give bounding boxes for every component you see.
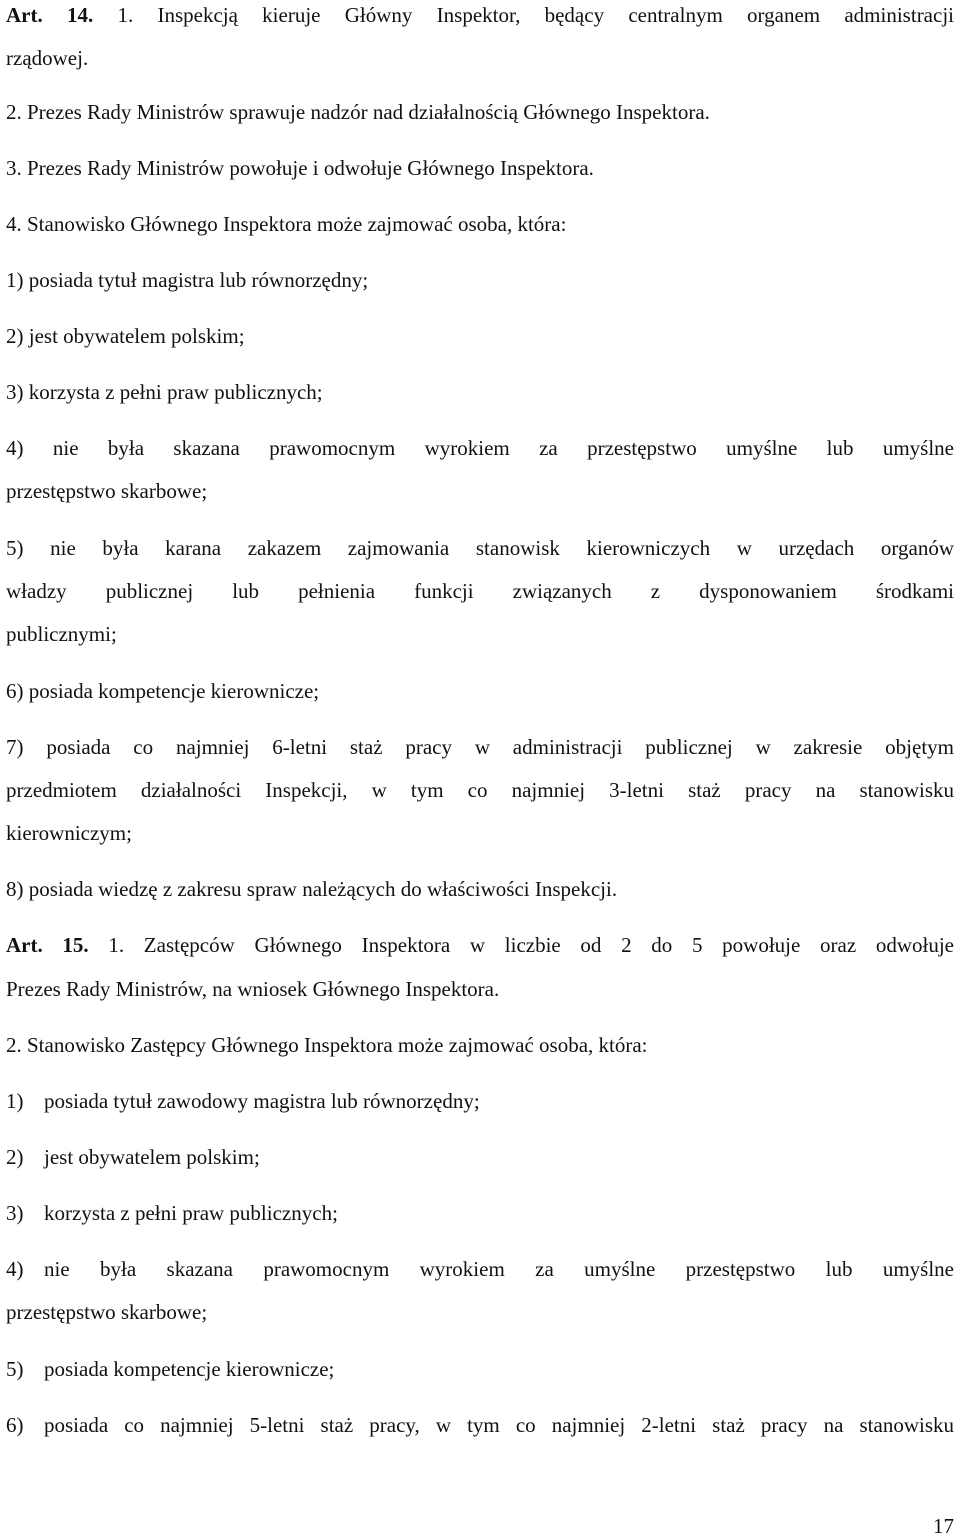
list-item: 6) posiada kompetencje kierownicze; xyxy=(6,679,320,703)
art14-paragraph-1-cont: rządowej. xyxy=(6,46,89,70)
art14-label: Art. 14. xyxy=(6,3,94,27)
list-item: 2) jest obywatelem polskim; xyxy=(6,324,245,348)
list-item-cont: kierowniczym; xyxy=(6,821,132,845)
art15-paragraph-1: Art. 15. 1. Zastępców Głównego Inspektora w liczbie od 2 do 5 powołuje oraz odwołuje xyxy=(6,933,954,957)
list-item: 4) nie była skazana prawomocnym wyrokiem za umyślne przestępstwo lub umyślne xyxy=(6,1257,954,1281)
list-item: 1) posiada tytuł magistra lub równorzędny; xyxy=(6,268,369,292)
list-item: 2) jest obywatelem polskim; xyxy=(6,1145,260,1169)
list-item-cont: przedmiotem działalności Inspekcji, w tym co najmniej 3-letni staż pracy na stanowisku xyxy=(6,778,954,802)
list-item-cont: władzy publicznej lub pełnienia funkcji związanych z dysponowaniem środkami xyxy=(6,579,954,603)
art15-label: Art. 15. xyxy=(6,933,89,957)
art14-paragraph-4: 4. Stanowisko Głównego Inspektora może zajmować osoba, która: xyxy=(6,212,567,236)
list-item-cont: przestępstwo skarbowe; xyxy=(6,479,208,503)
list-item-cont: przestępstwo skarbowe; xyxy=(6,1300,208,1324)
art14-paragraph-1: Art. 14. 1. Inspekcją kieruje Główny Inspektor, będący centralnym organem administracji xyxy=(6,3,954,27)
list-item: 7) posiada co najmniej 6-letni staż pracy w administracji publicznej w zakresie objętym xyxy=(6,735,954,759)
list-item: 5) posiada kompetencje kierownicze; xyxy=(6,1357,335,1381)
list-item: 3) korzysta z pełni praw publicznych; xyxy=(6,1201,338,1225)
list-item: 6) posiada co najmniej 5-letni staż pracy, w tym co najmniej 2-letni staż pracy na stanowisku xyxy=(6,1413,954,1437)
art14-paragraph-2: 2. Prezes Rady Ministrów sprawuje nadzór nad działalnością Głównego Inspektora. xyxy=(6,100,710,124)
art15-paragraph-2: 2. Stanowisko Zastępcy Głównego Inspektora może zajmować osoba, która: xyxy=(6,1033,648,1057)
list-item: 4) nie była skazana prawomocnym wyrokiem za przestępstwo umyślne lub umyślne xyxy=(6,436,954,460)
list-item: 3) korzysta z pełni praw publicznych; xyxy=(6,380,323,404)
list-item: 5) nie była karana zakazem zajmowania stanowisk kierowniczych w urzędach organów xyxy=(6,536,954,560)
list-item-cont: publicznymi; xyxy=(6,622,117,646)
list-item: 8) posiada wiedzę z zakresu spraw należących do właściwości Inspekcji. xyxy=(6,877,618,901)
list-item: 1) posiada tytuł zawodowy magistra lub równorzędny; xyxy=(6,1089,480,1113)
art14-paragraph-3: 3. Prezes Rady Ministrów powołuje i odwołuje Głównego Inspektora. xyxy=(6,156,594,180)
art15-paragraph-1-cont: Prezes Rady Ministrów, na wniosek Głównego Inspektora. xyxy=(6,977,500,1001)
page-number: 17 xyxy=(933,1514,954,1538)
